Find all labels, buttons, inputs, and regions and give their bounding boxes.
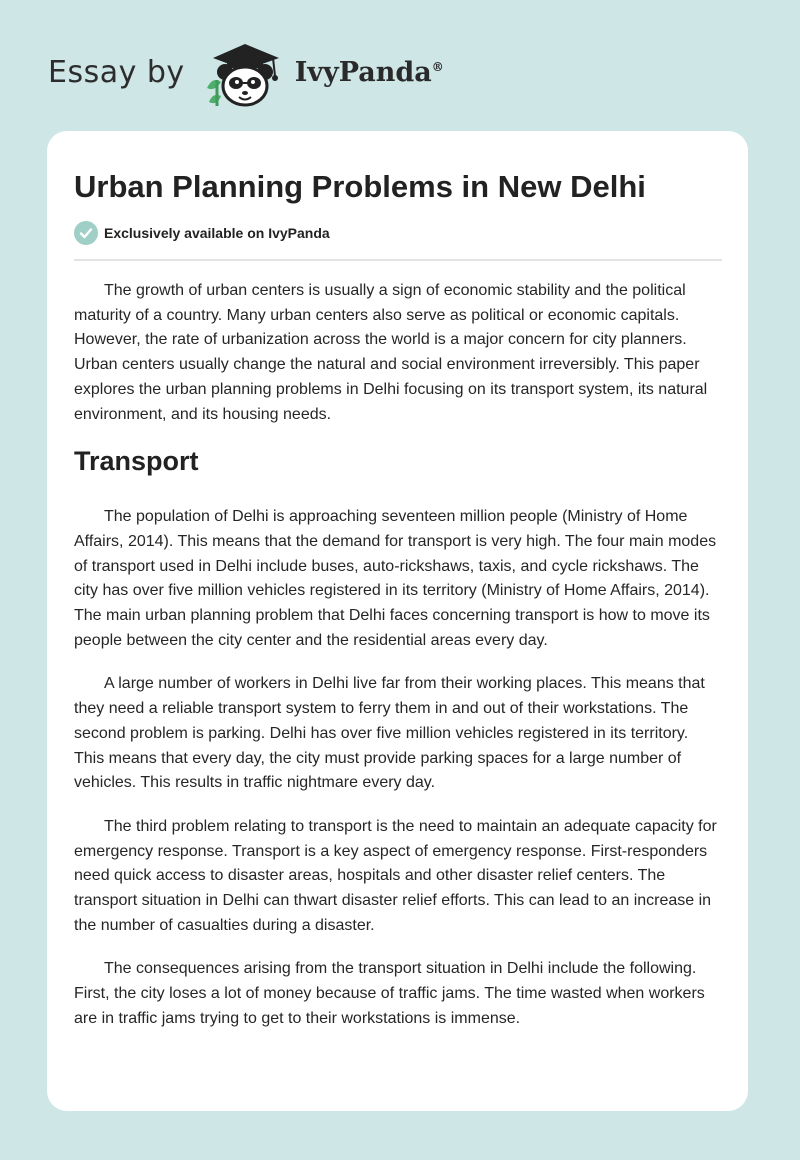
intro-paragraph: The growth of urban centers is usually a sign of economic stability and the political maturity of a country. Many urban centers also serve as political or economic capitals. However, the rate of urbanization across the world is a major concern for city planners. Urban centers usually change the natural and social environment irreversibly. This paper explores the urban planning problems in Delhi focusing on its transport system, its natural environment, and its housing needs. (74, 282, 708, 423)
section-heading-transport: Transport (74, 446, 199, 477)
check-circle-icon (74, 221, 98, 245)
site-brand[interactable] (48, 36, 444, 108)
panda-logo-icon (199, 36, 291, 108)
body-paragraph: The third problem relating to transport is the need to maintain an adequate capacity for emergency response. Transport is a key aspect of emergency response. First-responders need quick access to disaster areas, hospitals and other disaster relief centers. The transport situation in Delhi can thwart disaster relief efforts. This can lead to an increase in the number of casualties during a disaster. (74, 817, 717, 934)
divider (74, 259, 722, 261)
page-title: Urban Planning Problems in New Delhi (74, 169, 646, 204)
brand-name: IvyPanda® (294, 56, 444, 88)
body-paragraph: A large number of workers in Delhi live far from their working places. This means that they need a reliable transport system to ferry them in and out of their workstations. The second problem is parking. Delhi has over five million vehicles registered in its territory. This means that every day, the city must provide parking spaces for a large number of vehicles. This results in traffic nightmare every day. (74, 675, 705, 792)
body-paragraph: The population of Delhi is approaching seventeen million people (Ministry of Home Affairs, 2014). This means that the demand for transport is very high. The four main modes of transport used in Delhi include buses, auto-rickshaws, taxis, and cycle rickshaws. The city has over five million vehicles registered in its territory (Ministry of Home Affairs, 2014). The main urban planning problem that Delhi faces concerning transport is how to move its people between the city center and the residential areas every day. (74, 508, 717, 649)
brand-prefix: Essay by (48, 54, 185, 90)
body-paragraph: The consequences arising from the transport situation in Delhi include the following. First, the city loses a lot of money because of traffic jams. The time wasted when workers are in traffic jams trying to get to their workstations is immense. (74, 960, 705, 1027)
exclusive-badge (74, 221, 722, 245)
essay-card (47, 131, 748, 1111)
exclusive-label: Exclusively available on IvyPanda (104, 225, 330, 241)
